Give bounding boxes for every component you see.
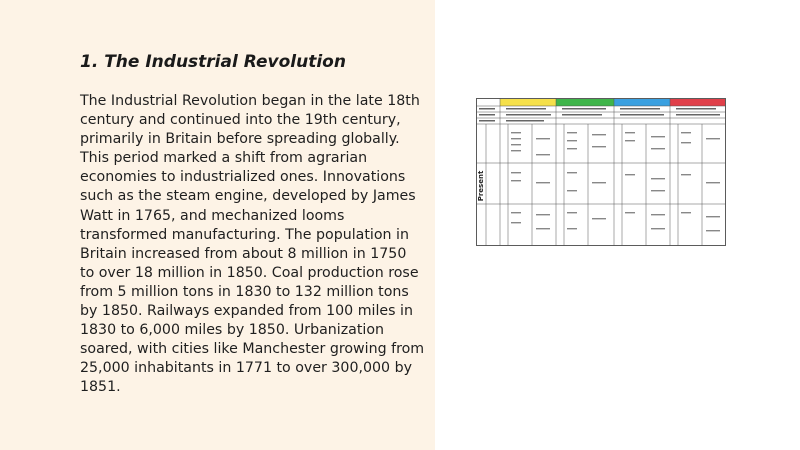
header-color-yellow	[500, 99, 556, 106]
header-color-green	[556, 99, 614, 106]
image-panel	[435, 0, 800, 450]
table-graphic	[476, 98, 726, 246]
table-row-label: Present	[477, 170, 485, 202]
header-color-blue	[614, 99, 670, 106]
grammar-table-image	[476, 98, 726, 246]
slide-body-text: The Industrial Revolution began in the late 18th century and continued into the 19th century, primarily in Britain before spreading globally. This period marked a shift from agrarian economies to industrialized ones. Innovations such as the steam engine, developed by James Watt in 1765, and mechanized looms transformed manufacturing. The population in Britain increased from about 8 million in 1750 to over 18 million in 1850. Coal production rose from 5 million tons in 1830 to 132 million tons by 1850. Railways expanded from 100 miles in 1830 to 6,000 miles by 1850. Urbanization soared, with cities like Manchester growing from 25,000 inhabitants in 1771 to over 300,000 by 1851.	[80, 93, 425, 396]
header-color-red	[670, 99, 725, 106]
slide-title: 1. The Industrial Revolution	[80, 52, 346, 72]
